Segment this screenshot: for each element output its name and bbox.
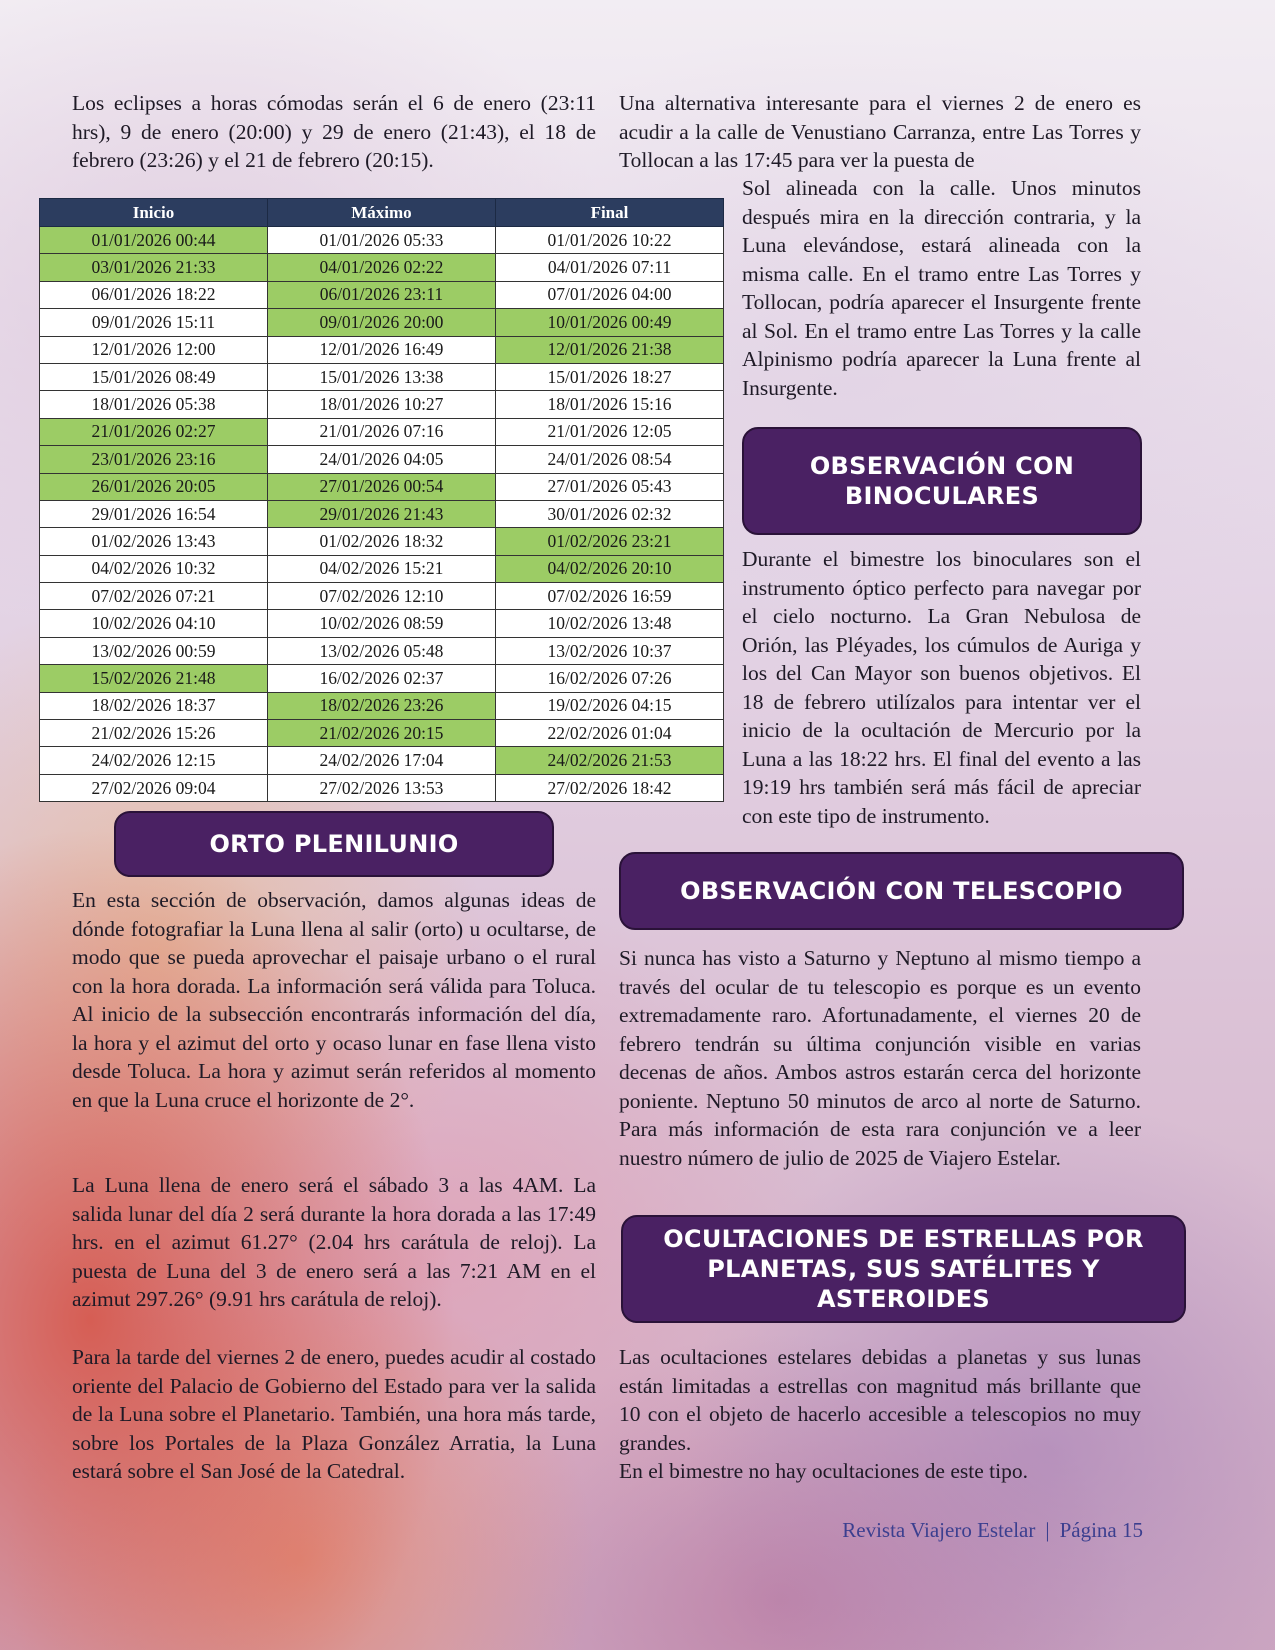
table-row <box>40 363 724 390</box>
table-header-row <box>40 199 724 227</box>
table-row <box>40 391 724 418</box>
table-cell-final: 10/02/2026 13:48 <box>495 610 723 637</box>
binoculars-paragraph: Durante el bimestre los binoculares son el instrumento óptico perfecto para navegar por el cielo nocturno. La Gran Nebulosa de Orión, las Pléyades, los cúmulos de Auriga y los del Can Mayor son buenos objetivos. El 18 de febrero utilízalos para intentar ver el inicio de la ocultación de Mercurio por la Luna a las 18:22 hrs. El final del evento a las 19:19 hrs también será más fácil de apreciar con este tipo de instrumento. <box>742 547 1141 828</box>
table-row <box>40 610 724 637</box>
telescope-heading <box>619 852 1184 930</box>
table-cell-inicio: 10/02/2026 04:10 <box>40 610 268 637</box>
intro-paragraph: Los eclipses a horas cómodas serán el 6 de enero (23:11 hrs), 9 de enero (20:00) y 29 de enero (21:43), el 18 de febrero (23:26) y el 21 de febrero (20:15). <box>72 91 596 172</box>
table-cell-final: 18/01/2026 15:16 <box>495 391 723 418</box>
table-cell-inicio: 23/01/2026 23:16 <box>40 446 268 473</box>
table-cell-final: 13/02/2026 10:37 <box>495 637 723 664</box>
column-header-final: Final <box>495 199 723 227</box>
table-cell-inicio: 15/02/2026 21:48 <box>40 665 268 692</box>
table-cell-final: 21/01/2026 12:05 <box>495 418 723 445</box>
table-cell-maximo: 15/01/2026 13:38 <box>267 363 495 390</box>
page-footer <box>842 1518 1143 1543</box>
table-row <box>40 309 724 336</box>
table-cell-inicio: 18/02/2026 18:37 <box>40 692 268 719</box>
table-cell-final: 15/01/2026 18:27 <box>495 363 723 390</box>
eclipse-table-body <box>40 227 724 802</box>
table-row <box>40 500 724 527</box>
table-row <box>40 473 724 500</box>
table-cell-inicio: 15/01/2026 08:49 <box>40 363 268 390</box>
table-cell-final: 24/02/2026 21:53 <box>495 747 723 774</box>
table-cell-final: 07/02/2026 16:59 <box>495 583 723 610</box>
column-header-inicio: Inicio <box>40 199 268 227</box>
table-cell-inicio: 26/01/2026 20:05 <box>40 473 268 500</box>
table-cell-inicio: 06/01/2026 18:22 <box>40 281 268 308</box>
table-cell-final: 22/02/2026 01:04 <box>495 720 723 747</box>
table-cell-maximo: 12/01/2026 16:49 <box>267 336 495 363</box>
table-row <box>40 336 724 363</box>
publication-name: Revista Viajero Estelar <box>842 1518 1036 1542</box>
occultations-paragraph-1: Las ocultaciones estelares debidas a planetas y sus lunas están limitadas a estrellas con magnitud más brillante que 10 con el objeto de hacerlo accesible a telescopios no muy grandes. <box>619 1345 1141 1455</box>
eclipse-table <box>39 198 724 802</box>
orto-paragraph-3: Para la tarde del viernes 2 de enero, puedes acudir al costado oriente del Palacio de Gobierno del Estado para ver la salida de la Luna sobre el Planetario. También, una hora más tarde, sobre los Portales de la Plaza González Arratia, la Luna estará sobre el San José de la Catedral. <box>72 1345 596 1483</box>
orto-heading <box>114 811 554 877</box>
table-cell-final: 16/02/2026 07:26 <box>495 665 723 692</box>
table-cell-final: 30/01/2026 02:32 <box>495 500 723 527</box>
table-row <box>40 747 724 774</box>
table-cell-inicio: 12/01/2026 12:00 <box>40 336 268 363</box>
table-cell-maximo: 24/01/2026 04:05 <box>267 446 495 473</box>
table-cell-final: 19/02/2026 04:15 <box>495 692 723 719</box>
table-cell-maximo: 06/01/2026 23:11 <box>267 281 495 308</box>
table-row <box>40 227 724 254</box>
table-cell-inicio: 03/01/2026 21:33 <box>40 254 268 281</box>
table-cell-inicio: 01/02/2026 13:43 <box>40 528 268 555</box>
table-row <box>40 555 724 582</box>
table-cell-final: 24/01/2026 08:54 <box>495 446 723 473</box>
table-row <box>40 418 724 445</box>
table-cell-inicio: 07/02/2026 07:21 <box>40 583 268 610</box>
table-cell-maximo: 29/01/2026 21:43 <box>267 500 495 527</box>
footer-separator: | <box>1045 1518 1050 1542</box>
table-cell-final: 12/01/2026 21:38 <box>495 336 723 363</box>
table-cell-maximo: 04/01/2026 02:22 <box>267 254 495 281</box>
table-cell-inicio: 01/01/2026 00:44 <box>40 227 268 254</box>
table-cell-maximo: 24/02/2026 17:04 <box>267 747 495 774</box>
orto-heading-text: ORTO PLENILUNIO <box>209 830 459 858</box>
page-number: Página 15 <box>1059 1518 1143 1542</box>
binoculars-heading <box>742 427 1142 535</box>
binoculars-heading-text: OBSERVACIÓN CON BINOCULARES <box>809 452 1075 510</box>
table-cell-inicio: 09/01/2026 15:11 <box>40 309 268 336</box>
table-row <box>40 720 724 747</box>
table-cell-maximo: 21/01/2026 07:16 <box>267 418 495 445</box>
table-cell-maximo: 10/02/2026 08:59 <box>267 610 495 637</box>
telescope-paragraph: Si nunca has visto a Saturno y Neptuno al mismo tiempo a través del ocular de tu telescopio es porque es un evento extremadamente raro. Afortunadamente, el viernes 20 de febrero tendrán su última conjunción visible en varias decenas de años. Ambos astros estarán cerca del horizonte poniente. Neptuno 50 minutos de arco al norte de Saturno. Para más información de esta rara conjunción ve a leer nuestro número de julio de 2025 de Viajero Estelar. <box>619 946 1141 1170</box>
alternative-paragraph-top: Una alternativa interesante para el viernes 2 de enero es acudir a la calle de Venustiano Carranza, entre Las Torres y Tollocan a las 17:45 para ver la puesta de <box>619 91 1141 172</box>
table-cell-final: 07/01/2026 04:00 <box>495 281 723 308</box>
table-row <box>40 281 724 308</box>
column-header-maximo: Máximo <box>267 199 495 227</box>
table-cell-inicio: 18/01/2026 05:38 <box>40 391 268 418</box>
table-cell-inicio: 21/01/2026 02:27 <box>40 418 268 445</box>
occultations-paragraph-2: En el bimestre no hay ocultaciones de este tipo. <box>619 1459 1028 1483</box>
occultations-heading <box>621 1215 1186 1323</box>
table-cell-final: 27/01/2026 05:43 <box>495 473 723 500</box>
table-cell-inicio: 13/02/2026 00:59 <box>40 637 268 664</box>
table-cell-final: 01/02/2026 23:21 <box>495 528 723 555</box>
table-cell-maximo: 01/02/2026 18:32 <box>267 528 495 555</box>
table-row <box>40 692 724 719</box>
telescope-heading-text: OBSERVACIÓN CON TELESCOPIO <box>680 877 1123 905</box>
table-cell-maximo: 18/01/2026 10:27 <box>267 391 495 418</box>
table-cell-maximo: 01/01/2026 05:33 <box>267 227 495 254</box>
table-cell-inicio: 27/02/2026 09:04 <box>40 774 268 801</box>
table-cell-maximo: 27/02/2026 13:53 <box>267 774 495 801</box>
table-row <box>40 665 724 692</box>
orto-paragraph-2: La Luna llena de enero será el sábado 3 a las 4AM. La salida lunar del día 2 será durante la hora dorada a las 17:49 hrs. en el azimut 61.27° (2.04 hrs carátula de reloj). La puesta de Luna del 3 de enero será a las 7:21 AM en el azimut 297.26° (9.91 hrs carátula de reloj). <box>72 1173 596 1311</box>
table-cell-inicio: 24/02/2026 12:15 <box>40 747 268 774</box>
table-cell-maximo: 27/01/2026 00:54 <box>267 473 495 500</box>
table-cell-final: 10/01/2026 00:49 <box>495 309 723 336</box>
occultations-heading-text: OCULTACIONES DE ESTRELLAS POR PLANETAS, SUS SATÉLITES Y ASTEROIDES <box>663 1225 1144 1313</box>
table-row <box>40 637 724 664</box>
table-row <box>40 583 724 610</box>
table-row <box>40 446 724 473</box>
table-cell-final: 27/02/2026 18:42 <box>495 774 723 801</box>
table-cell-final: 04/01/2026 07:11 <box>495 254 723 281</box>
table-cell-inicio: 21/02/2026 15:26 <box>40 720 268 747</box>
orto-paragraph-1: En esta sección de observación, damos algunas ideas de dónde fotografiar la Luna llena al salir (orto) u ocultarse, de modo que se pueda aprovechar el paisaje urbano o el rural con la hora dorada. La información será válida para Toluca. Al inicio de la subsección encontrarás información del día, la hora y el azimut del orto y ocaso lunar en fase llena visto desde Toluca. La hora y azimut serán referidos al momento en que la Luna cruce el horizonte de 2°. <box>72 888 596 1112</box>
table-cell-maximo: 04/02/2026 15:21 <box>267 555 495 582</box>
table-cell-inicio: 29/01/2026 16:54 <box>40 500 268 527</box>
alternative-paragraph-rest: Sol alineada con la calle. Unos minutos después mira en la dirección contraria, y la Luna elevándose, estará alineada con la misma calle. En el tramo entre Las Torres y Tollocan, podría aparecer el Insurgente frente al Sol. En el tramo entre Las Torres y la calle Alpinismo podría aparecer la Luna frente al Insurgente. <box>742 176 1141 400</box>
table-cell-maximo: 21/02/2026 20:15 <box>267 720 495 747</box>
table-cell-final: 01/01/2026 10:22 <box>495 227 723 254</box>
table-row <box>40 254 724 281</box>
table-cell-maximo: 09/01/2026 20:00 <box>267 309 495 336</box>
table-cell-maximo: 16/02/2026 02:37 <box>267 665 495 692</box>
table-cell-maximo: 18/02/2026 23:26 <box>267 692 495 719</box>
table-cell-final: 04/02/2026 20:10 <box>495 555 723 582</box>
table-cell-maximo: 13/02/2026 05:48 <box>267 637 495 664</box>
table-cell-maximo: 07/02/2026 12:10 <box>267 583 495 610</box>
table-cell-inicio: 04/02/2026 10:32 <box>40 555 268 582</box>
table-row <box>40 528 724 555</box>
table-row <box>40 774 724 801</box>
